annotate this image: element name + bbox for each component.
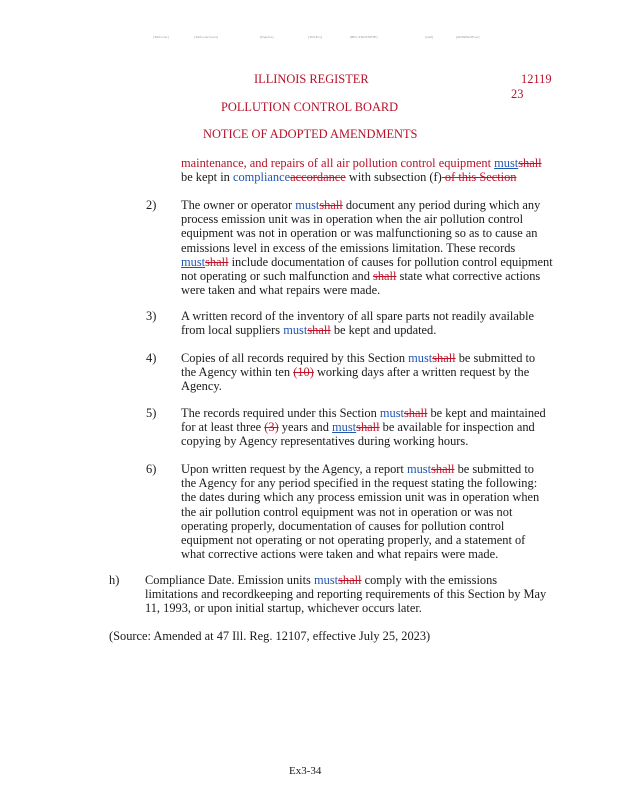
- deleted-text: shall: [403, 406, 428, 420]
- deleted-text: shall: [338, 573, 362, 587]
- text: years and: [278, 420, 333, 435]
- header-mark: [BEG-FOOTNOTE]: [350, 35, 378, 39]
- inserted-text: must: [406, 462, 432, 476]
- deleted-text: shall: [518, 156, 542, 170]
- deleted-text: (10): [293, 365, 314, 380]
- text: 11, 1993, or upon initial startup, whichever occurs later.: [145, 601, 422, 616]
- inserted-text: must: [283, 323, 308, 338]
- text: be kept and updated.: [330, 323, 437, 338]
- text: A written record of the inventory of all spare parts not readily available: [181, 309, 535, 323]
- text: the Agency within ten: [181, 365, 294, 380]
- header-mark: [Tabfooter]: [153, 35, 169, 39]
- text: emissions level in excess of the emissions limitation. These records: [181, 240, 516, 255]
- deleted-text: of this Section: [441, 170, 517, 185]
- text: Compliance Date. Emission units: [145, 573, 314, 587]
- list-item: [181, 406, 581, 449]
- deleted-text: shall: [205, 254, 229, 269]
- text: document any period during which any: [342, 198, 541, 212]
- list-number: 3): [146, 309, 157, 323]
- notice-title: NOTICE OF ADOPTED AMENDMENTS: [203, 127, 418, 141]
- text: the Agency for any period specified in the request stating the following:: [181, 476, 538, 491]
- inserted-text: must: [332, 420, 357, 435]
- header-mark: [TitleFoo]: [308, 35, 323, 39]
- header-mark: [M2ShHardFoot]: [456, 35, 480, 39]
- list-item: [181, 351, 581, 394]
- header-mark: [ssa0]: [425, 35, 434, 39]
- text: with subsection (f): [345, 170, 442, 185]
- text: Agency.: [181, 379, 222, 394]
- text: copying by Agency representatives during working hours.: [181, 434, 469, 449]
- list-number: 6): [146, 462, 157, 476]
- text: for at least three: [181, 420, 265, 435]
- deleted-text: shall: [432, 351, 456, 365]
- inserted-text: must: [408, 351, 433, 365]
- page-footer: Ex3-34: [289, 765, 322, 777]
- issue-number: 23: [511, 87, 524, 101]
- inserted-text: must: [181, 254, 206, 269]
- text: equipment was not in operation or was malfunctioning so as to cause an: [181, 226, 538, 241]
- list-number: h): [109, 573, 120, 587]
- text: process emission unit was in operation when the air pollution control: [181, 212, 524, 227]
- inserted-text: must: [313, 573, 339, 587]
- text: Upon written request by the Agency, a report: [181, 462, 407, 476]
- list-item: [181, 309, 581, 337]
- text: were taken and what repairs were made.: [181, 283, 381, 298]
- text: maintenance, and repairs of all air pollution control equipment: [181, 156, 495, 170]
- text: operating properly, documentation of causes for pollution control: [181, 518, 505, 533]
- header-mark: [Tabfooterfooter]: [194, 35, 219, 39]
- deleted-text: shall: [319, 198, 343, 212]
- list-item: [181, 198, 581, 297]
- page-number: 12119: [521, 72, 552, 86]
- header-mark: [Pagefoo]: [260, 35, 274, 39]
- text: what corrective actions were taken and what repairs were made.: [181, 547, 499, 562]
- deleted-text: shall: [356, 420, 380, 435]
- deleted-text: shall: [307, 323, 331, 338]
- text: from local suppliers: [181, 323, 284, 338]
- inserted-text: must: [295, 198, 320, 212]
- text: not operating or such malfunction and: [181, 269, 374, 284]
- text: be kept and maintained: [427, 406, 546, 420]
- deleted-text: accordance: [290, 170, 346, 185]
- list-number: 2): [146, 198, 157, 212]
- deleted-text: (3): [264, 420, 279, 435]
- list-number: 4): [146, 351, 157, 365]
- text: equipment not operating or not operating properly, and a statement of: [181, 533, 526, 548]
- text: limitations and recordkeeping and reporting requirements of this Section by May: [145, 587, 547, 602]
- continued-paragraph: [181, 156, 581, 184]
- list-item: [181, 462, 581, 561]
- deleted-text: shall: [431, 462, 455, 476]
- text: be submitted to: [454, 462, 534, 476]
- text: the air pollution control equipment was not in operation or was not: [181, 504, 513, 519]
- text: be kept in: [181, 170, 233, 185]
- list-number: 5): [146, 406, 157, 420]
- inserted-text: must: [379, 406, 404, 420]
- source-note: (Source: Amended at 47 Ill. Reg. 12107, effective July 25, 2023): [109, 629, 431, 643]
- text: The records required under this Section: [181, 406, 380, 420]
- text: comply with the emissions: [361, 573, 498, 587]
- text: the dates during which any process emission unit was in operation when: [181, 490, 540, 505]
- list-item: [145, 573, 590, 616]
- text: be available for inspection and: [379, 420, 535, 435]
- inserted-text: compliance: [232, 170, 291, 185]
- text: include documentation of causes for pollution control equipment: [228, 254, 553, 269]
- agency-title: POLLUTION CONTROL BOARD: [221, 100, 399, 114]
- text: state what corrective actions: [396, 269, 541, 284]
- deleted-text: shall: [373, 269, 397, 284]
- inserted-text: must: [494, 156, 519, 170]
- text: Copies of all records required by this Section: [181, 351, 409, 365]
- text: working days after a written request by the: [313, 365, 530, 380]
- text: The owner or operator: [181, 198, 296, 212]
- text: be submitted to: [455, 351, 536, 365]
- register-title: ILLINOIS REGISTER: [254, 72, 369, 86]
